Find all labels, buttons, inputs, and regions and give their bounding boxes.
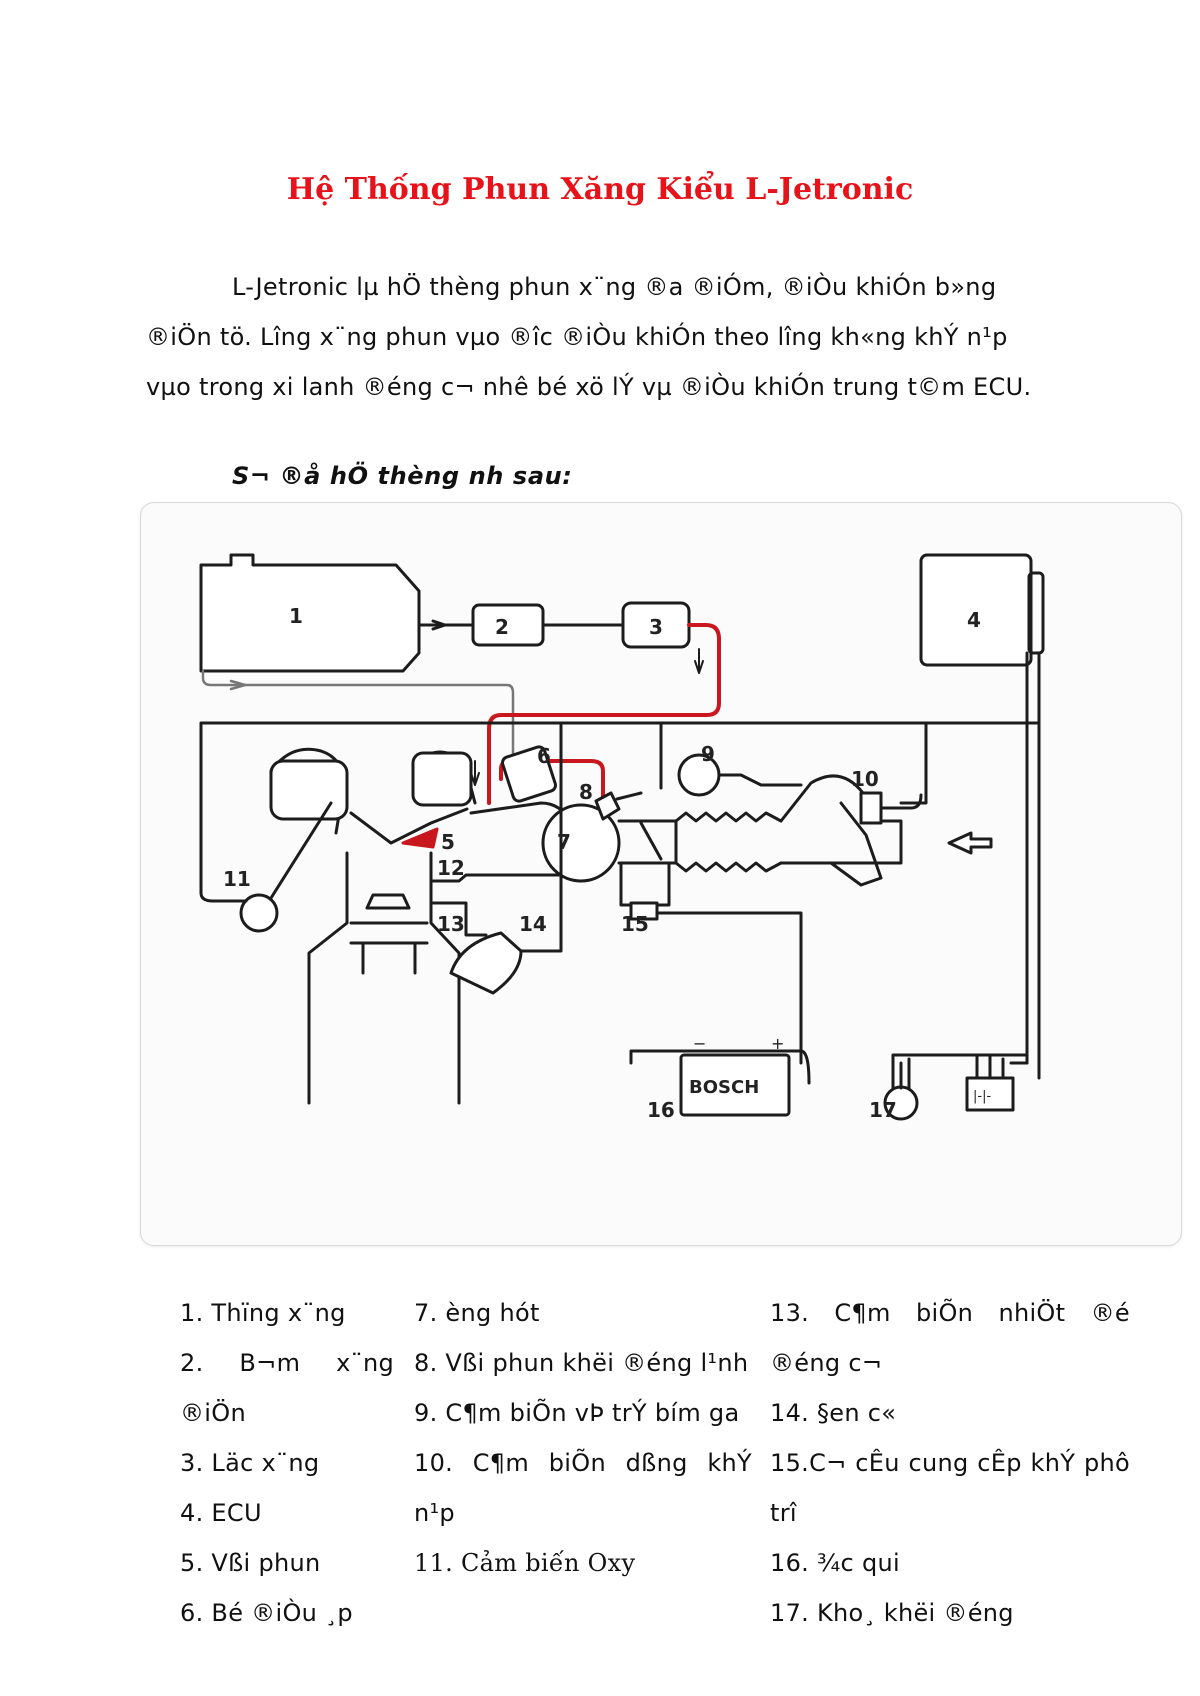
relay-symbol: |-|- — [973, 1089, 992, 1104]
legend-item: 4. ECU — [180, 1499, 262, 1527]
diagram-caption: S¬ ®å hÖ thèng nh sau: — [232, 462, 573, 490]
diagram-label-6: 6 — [537, 744, 551, 768]
diagram-label-7: 7 — [557, 830, 571, 854]
diagram-label-17: 17 — [869, 1098, 897, 1122]
diagram-label-14: 14 — [519, 912, 547, 936]
legend-column-3 — [770, 1288, 1130, 1638]
l-jetronic-schematic — [141, 503, 1181, 1245]
legend-item: 1. Thïng x¨ng — [180, 1299, 346, 1327]
legend-item: 8. Vßi phun khëi ®éng l¹nh — [414, 1349, 749, 1377]
legend-item: 9. C¶m biÕn vÞ trÝ bím ga — [414, 1399, 740, 1427]
legend-item: 11. Cảm biến Oxy — [414, 1549, 636, 1577]
aux-air-valve — [621, 863, 669, 905]
legend-item: 13. C¶m biÕn nhiÖt ®é ®éng c¬ — [770, 1299, 1130, 1377]
diagram-label-1: 1 — [289, 604, 303, 628]
diagram-label-12: 12 — [437, 856, 465, 880]
intro-paragraph — [146, 262, 1051, 412]
legend-item: 10. C¶m biÕn dßng khÝ n¹p — [414, 1449, 752, 1527]
diagram-label-10: 10 — [851, 767, 879, 791]
diagram-label-8: 8 — [579, 780, 593, 804]
fuel-tank — [201, 555, 419, 671]
injector — [403, 829, 437, 847]
battery-brand: BOSCH — [689, 1077, 760, 1098]
legend-item: 2. B¬m x¨ng ®iÖn — [180, 1349, 394, 1427]
battery-minus-sign: − — [693, 1034, 707, 1053]
throttle-body — [619, 821, 676, 863]
document-title: Hệ Thống Phun Xăng Kiểu L-Jetronic — [286, 172, 914, 207]
legend-item: 14. §en c« — [770, 1399, 897, 1427]
diagram-label-15: 15 — [621, 912, 649, 936]
legend-item: 7. èng hót — [414, 1299, 540, 1327]
air-flow-sensor — [781, 776, 901, 863]
system-diagram — [140, 502, 1182, 1246]
legend-item: 17. Kho¸ khëi ®éng — [770, 1599, 1014, 1627]
battery-plus-sign: + — [771, 1034, 785, 1053]
intro-text: L-Jetronic lµ hÖ thèng phun x¨ng ®a ®iÓm, ®iÒu khiÓn b»ng ®iÖn tö. Lîng x¨ng phun vµo ®îc ®iÒu khiÓn theo lîng kh«ng khÝ n¹p vµo trong xi lanh ®éng c¬ nhê bé xö lÝ vµ ®iÒu khiÓn trung t©m ECU. — [146, 273, 1032, 401]
diagram-label-9: 9 — [701, 742, 715, 766]
air-inlet-arrow — [949, 833, 991, 853]
legend-column-1 — [180, 1288, 394, 1638]
diagram-label-4: 4 — [967, 608, 981, 632]
legend-column-2 — [414, 1288, 752, 1588]
diagram-label-3: 3 — [649, 615, 663, 639]
supply-arrow — [695, 649, 703, 673]
legend-item: 6. Bé ®iÒu ¸p — [180, 1599, 353, 1627]
engine-cylinder — [309, 853, 459, 1103]
diagram-label-5: 5 — [441, 830, 455, 854]
diagram-label-2: 2 — [495, 615, 509, 639]
distributor — [451, 933, 521, 993]
diagram-label-13: 13 — [437, 912, 465, 936]
legend-item: 15.C¬ cÊu cung cÊp khÝ phô trî — [770, 1449, 1130, 1527]
diagram-label-16: 16 — [647, 1098, 675, 1122]
legend-item: 16. ¾c qui — [770, 1549, 900, 1577]
legend-item: 5. Vßi phun — [180, 1549, 321, 1577]
legend-item: 3. Läc x¨ng — [180, 1449, 320, 1477]
diagram-label-11: 11 — [223, 867, 251, 891]
